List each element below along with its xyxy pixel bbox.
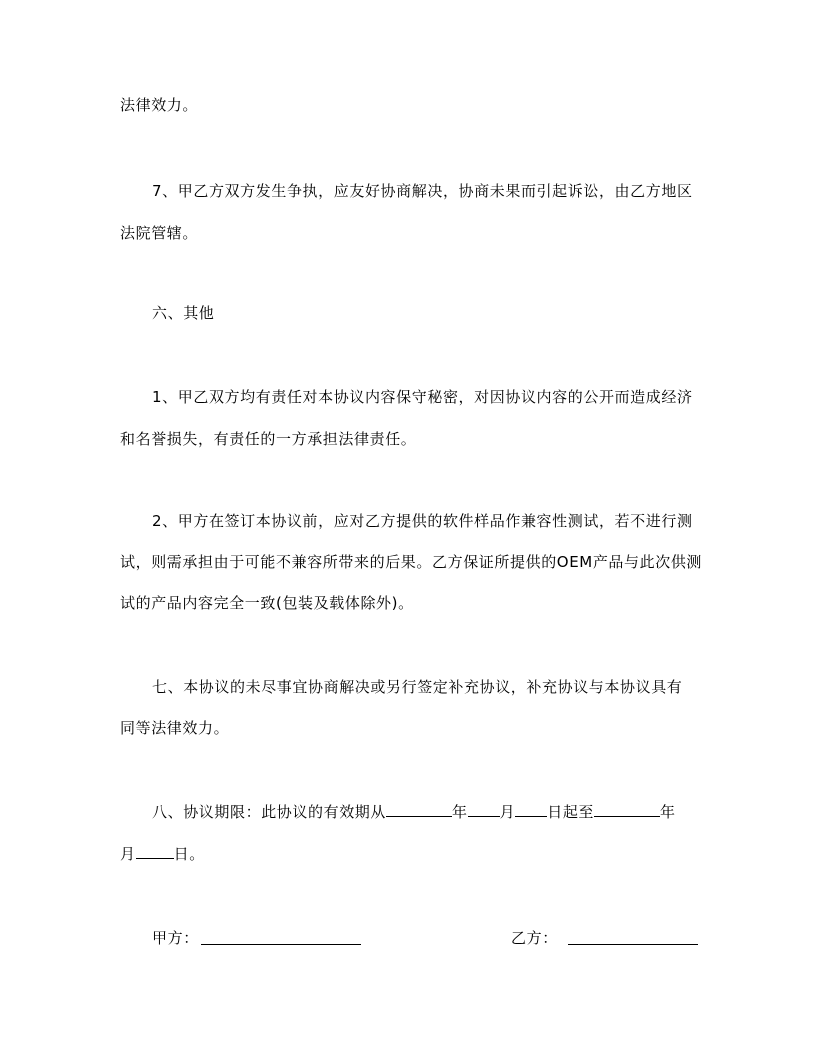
section-6-item-1-line-1: 1、甲乙双方均有责任对本协议内容保守秘密，对因协议内容的公开而造成经济 <box>152 388 693 406</box>
section-6-item-2-line-1: 2、甲方在签订本协议前，应对乙方提供的软件样品作兼容性测试，若不进行测 <box>152 512 693 530</box>
section-8-line-2 <box>120 843 700 865</box>
end-year-blank[interactable] <box>594 802 660 817</box>
party-b-label: 乙方： <box>511 929 558 947</box>
start-day-blank[interactable] <box>515 802 547 817</box>
section-8-line-1 <box>152 801 700 823</box>
month2-label: 月 <box>120 845 136 863</box>
party-a-label: 甲方： <box>152 929 199 947</box>
section-7-line-1: 七、本协议的未尽事宜协商解决或另行签定补充协议，补充协议与本协议具有 <box>152 678 683 696</box>
section-6-item-2-line-2: 试，则需承担由于可能不兼容所带来的后果。乙方保证所提供的OEM产品与此次供测 <box>120 553 703 571</box>
clause-7-line-1: 7、甲乙方双方发生争执，应友好协商解决，协商未果而引起诉讼，由乙方地区 <box>152 182 693 200</box>
start-year-blank[interactable] <box>386 802 452 817</box>
year-label: 年 <box>452 803 468 821</box>
end-day-blank[interactable] <box>136 844 174 859</box>
clause-7-line-2: 法院管辖。 <box>120 224 199 242</box>
section-7-line-2: 同等法律效力。 <box>120 719 230 737</box>
section-6-heading: 六、其他 <box>152 304 215 322</box>
paragraph-effect-tail: 法律效力。 <box>120 96 199 114</box>
year2-label: 年 <box>660 803 676 821</box>
section-6-item-1-line-2: 和名誉损失，有责任的一方承担法律责任。 <box>120 430 417 448</box>
section-8-prefix: 八、协议期限：此协议的有效期从 <box>152 803 387 821</box>
party-a-signature-line[interactable] <box>201 943 361 945</box>
start-month-blank[interactable] <box>468 802 500 817</box>
day-end-label: 日。 <box>173 845 205 863</box>
party-b-signature-line[interactable] <box>568 943 698 945</box>
section-6-item-2-line-3: 试的产品内容完全一致(包装及载体除外)。 <box>120 594 414 612</box>
month-label: 月 <box>499 803 516 821</box>
day-from-label: 日起至 <box>547 803 595 821</box>
